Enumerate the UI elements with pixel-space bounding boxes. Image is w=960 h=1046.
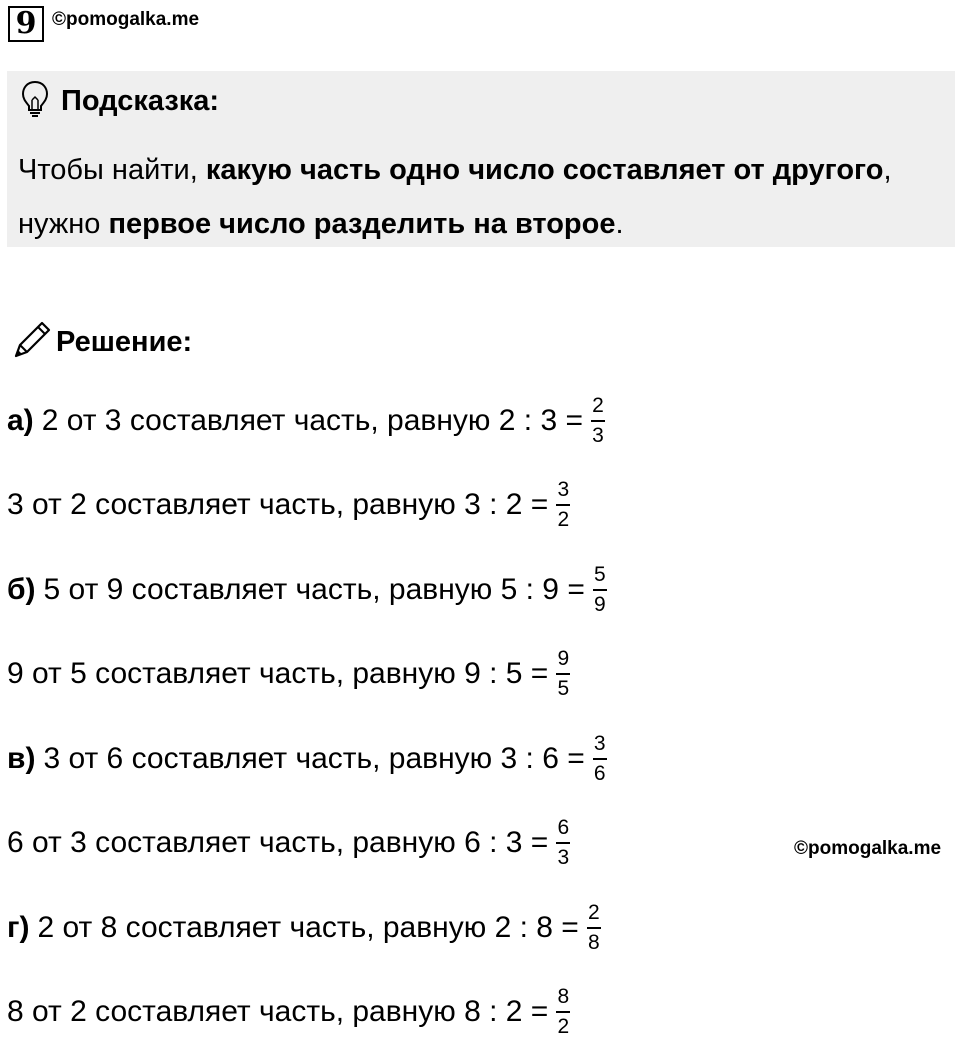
line-text: 8 от 2 составляет часть, равную 8 : 2 = xyxy=(7,995,549,1028)
item-label: б) xyxy=(7,573,36,606)
fraction-bar xyxy=(593,758,607,760)
numerator: 9 xyxy=(557,647,570,670)
denominator: 3 xyxy=(557,846,570,869)
solution-title: Решение: xyxy=(56,325,193,358)
pencil-icon xyxy=(10,318,54,367)
line-text: 3 от 2 составляет часть, равную 3 : 2 = xyxy=(7,488,549,521)
hint-text xyxy=(18,143,918,251)
fraction xyxy=(556,478,570,532)
lightbulb-icon xyxy=(21,80,49,123)
solution-line xyxy=(7,391,605,451)
denominator: 2 xyxy=(557,1015,570,1038)
item-label: г) xyxy=(7,911,30,944)
numerator: 2 xyxy=(587,901,600,924)
numerator: 3 xyxy=(593,732,606,755)
fraction xyxy=(556,647,570,701)
line-text: 6 от 3 составляет часть, равную 6 : 3 = xyxy=(7,826,549,859)
fraction xyxy=(591,394,605,448)
solution-line xyxy=(7,644,570,704)
denominator: 2 xyxy=(557,508,570,531)
fraction xyxy=(556,816,570,870)
solution-line xyxy=(7,560,607,620)
numerator: 6 xyxy=(557,816,570,839)
numerator: 5 xyxy=(594,563,606,586)
fraction-bar xyxy=(587,927,601,929)
numerator: 8 xyxy=(557,985,570,1008)
fraction-bar xyxy=(591,420,605,422)
fraction-bar xyxy=(556,1011,570,1013)
item-label: в) xyxy=(7,742,36,775)
numerator: 2 xyxy=(592,394,604,417)
solution-line xyxy=(7,982,570,1042)
solution-header xyxy=(10,318,192,366)
denominator: 3 xyxy=(592,424,604,447)
hint-bold-2: первое число разделить на второе xyxy=(108,208,616,240)
line-text: 2 от 8 составляет часть, равную 2 : 8 = xyxy=(37,911,579,944)
hint-bold-1: какую часть одно число составляет от другого xyxy=(205,154,884,186)
solution-line xyxy=(7,475,570,535)
hint-title: Подсказка: xyxy=(61,84,220,117)
denominator: 9 xyxy=(594,593,606,616)
fraction xyxy=(587,901,601,955)
hint-text-3: . xyxy=(615,208,624,240)
watermark-top: ©pomogalka.me xyxy=(52,9,200,30)
hint-text-2: , нужно xyxy=(18,154,892,240)
solution-line xyxy=(7,898,601,958)
line-text: 5 от 9 составляет часть, равную 5 : 9 = xyxy=(43,573,585,606)
line-text: 2 от 3 составляет часть, равную 2 : 3 = xyxy=(41,404,583,437)
hint-header xyxy=(21,81,219,121)
fraction-bar xyxy=(556,842,570,844)
fraction xyxy=(556,985,570,1039)
line-text: 3 от 6 составляет часть, равную 3 : 6 = xyxy=(43,742,585,775)
line-text: 9 от 5 составляет часть, равную 9 : 5 = xyxy=(7,657,549,690)
fraction xyxy=(593,732,607,786)
watermark-middle: ©pomogalka.me xyxy=(794,838,942,859)
solution-line xyxy=(7,813,570,873)
solution-line xyxy=(7,729,607,789)
hint-text-1: Чтобы найти, xyxy=(18,154,206,186)
denominator: 5 xyxy=(557,677,570,700)
fraction xyxy=(593,563,607,617)
denominator: 8 xyxy=(587,931,600,954)
denominator: 6 xyxy=(593,762,606,785)
task-number: 9 xyxy=(8,6,44,42)
hint-box xyxy=(7,71,955,247)
numerator: 3 xyxy=(557,478,570,501)
fraction-bar xyxy=(593,589,607,591)
fraction-bar xyxy=(556,673,570,675)
item-label: а) xyxy=(7,404,34,437)
fraction-bar xyxy=(556,504,570,506)
